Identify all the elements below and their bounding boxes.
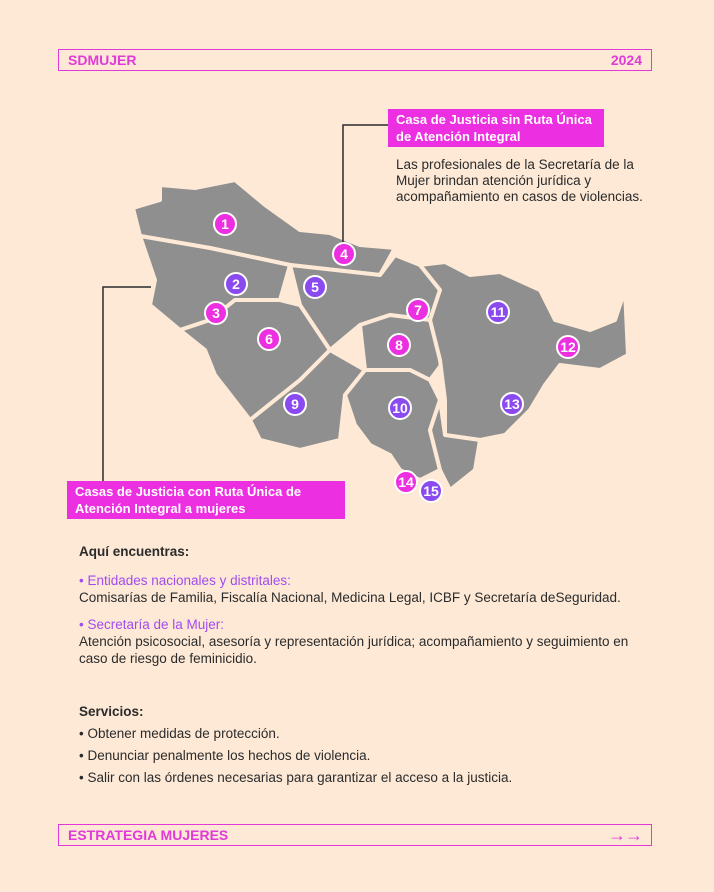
marker-label-14: 14 (398, 474, 414, 490)
callout-line-bottom (103, 287, 151, 483)
marker-label-13: 13 (504, 396, 520, 412)
marker-label-4: 4 (340, 246, 348, 262)
service-item: • Obtener medidas de protección. (79, 725, 649, 742)
callout-top-title: Casa de Justicia sin Ruta Única de Atención Integral (388, 109, 604, 147)
marker-label-1: 1 (221, 216, 229, 232)
info-heading: Aquí encuentras: (79, 544, 190, 559)
region-south (345, 370, 440, 480)
service-item: • Salir con las órdenes necesarias para garantizar el acceso a la justicia. (79, 769, 649, 786)
callout-line-top (343, 125, 388, 252)
marker-label-3: 3 (212, 305, 220, 321)
marker-label-11: 11 (490, 304, 506, 320)
item2-text: Atención psicosocial, asesoría y representación jurídica; acompañamiento y seguimiento en caso de riesgo de feminicidio. (79, 634, 629, 666)
item1-title: • Entidades nacionales y distritales: (79, 573, 291, 588)
services-list (79, 725, 649, 786)
services-section (79, 703, 649, 791)
arrows-icon[interactable]: →→ (608, 824, 642, 845)
marker-label-2: 2 (232, 276, 240, 292)
callout-bottom-title: Casas de Justicia con Ruta Única de Atención Integral a mujeres (67, 481, 345, 519)
region-east (420, 262, 628, 440)
item2-title: • Secretaría de la Mujer: (79, 617, 225, 632)
services-heading: Servicios: (79, 704, 144, 719)
year-label: 2024 (610, 52, 642, 68)
marker-label-10: 10 (392, 400, 408, 416)
brand-label: SDMUJER (68, 52, 137, 68)
item1-text: Comisarías de Familia, Fiscalía Nacional, Medicina Legal, ICBF y Secretaría deSeguridad. (79, 590, 621, 605)
marker-label-8: 8 (395, 337, 403, 353)
marker-label-12: 12 (560, 339, 576, 355)
map-land (133, 180, 628, 490)
service-item: • Denunciar penalmente los hechos de violencia. (79, 747, 649, 764)
callout-top-description: Las profesionales de la Secretaría de la Mujer brindan atención jurídica y acompañamiento en casos de violencias. (396, 157, 643, 204)
marker-label-5: 5 (311, 279, 319, 295)
marker-label-7: 7 (414, 302, 422, 318)
marker-label-9: 9 (291, 396, 299, 412)
marker-label-15: 15 (423, 483, 439, 499)
info-section (79, 543, 649, 667)
marker-label-6: 6 (265, 331, 273, 347)
strategy-label: ESTRATEGIA MUJERES (68, 827, 229, 843)
footer-bar (58, 824, 652, 846)
